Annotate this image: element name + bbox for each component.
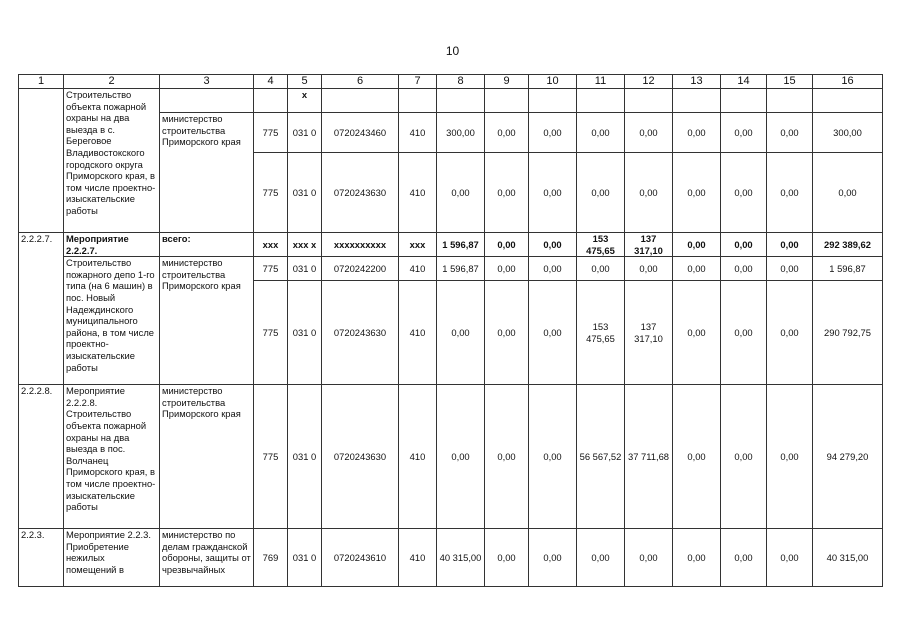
measure-title: Мероприятие 2.2.2.8. [66, 385, 125, 408]
measure-title: Мероприятие 2.2.3. [66, 529, 151, 541]
table-row [19, 385, 883, 529]
cell: 1 596,87 [437, 257, 485, 281]
cell: 0720243610 [322, 529, 399, 587]
cell: 410 [399, 257, 437, 281]
code-cell [19, 89, 64, 233]
executor-cell [160, 89, 254, 113]
code-cell: 2.2.2.8. [19, 385, 64, 529]
header-cell: 6 [322, 75, 399, 89]
cell: 0,00 [529, 233, 577, 257]
cell: 410 [399, 153, 437, 233]
cell [437, 89, 485, 113]
header-cell: 7 [399, 75, 437, 89]
code-cell: 2.2.2.7. [19, 233, 64, 385]
cell: 775 [254, 113, 288, 153]
cell: 031 0 [288, 153, 322, 233]
cell: 137 317,10 [625, 233, 673, 257]
executor-cell: министерство строительства Приморского края [160, 385, 254, 529]
header-cell: 9 [485, 75, 529, 89]
cell: 410 [399, 281, 437, 385]
cell: 031 0 [288, 529, 322, 587]
cell [322, 89, 399, 113]
header-cell: 11 [577, 75, 625, 89]
header-cell: 1 [19, 75, 64, 89]
header-cell: 3 [160, 75, 254, 89]
cell: 0,00 [721, 153, 767, 233]
cell: 0,00 [485, 385, 529, 529]
cell: 0,00 [577, 153, 625, 233]
cell: 0,00 [577, 257, 625, 281]
cell: 300,00 [813, 113, 883, 153]
header-cell: 15 [767, 75, 813, 89]
cell [721, 89, 767, 113]
description-cell: Строительство объекта пожарной охраны на два выезда в с. Береговое Владивостокского городского округа Приморского края, в том числе проектно-изыскательские работы [64, 89, 160, 233]
header-cell: 12 [625, 75, 673, 89]
cell: 0720243630 [322, 153, 399, 233]
header-row [19, 75, 883, 89]
cell: ххх х [288, 233, 322, 257]
header-cell: 5 [288, 75, 322, 89]
cell: 300,00 [437, 113, 485, 153]
cell: 775 [254, 153, 288, 233]
cell: 0,00 [813, 153, 883, 233]
header-cell: 8 [437, 75, 485, 89]
cell: 0,00 [767, 153, 813, 233]
cell [625, 89, 673, 113]
cell: 0,00 [485, 529, 529, 587]
measure-description: Приобретение нежилых помещений в [66, 540, 129, 575]
cell: 031 0 [288, 281, 322, 385]
cell: 0,00 [625, 529, 673, 587]
cell: х [288, 89, 322, 113]
cell: 0,00 [673, 153, 721, 233]
cell: 0,00 [529, 257, 577, 281]
cell: 40 315,00 [813, 529, 883, 587]
header-cell: 4 [254, 75, 288, 89]
total-label: всего: [160, 233, 254, 257]
cell: 0,00 [485, 153, 529, 233]
cell: 0,00 [767, 233, 813, 257]
header-cell: 2 [64, 75, 160, 89]
header-cell: 14 [721, 75, 767, 89]
cell: 292 389,62 [813, 233, 883, 257]
cell: 137 317,10 [625, 281, 673, 385]
budget-table [18, 74, 883, 587]
cell: 0720242200 [322, 257, 399, 281]
cell: 410 [399, 529, 437, 587]
cell: 1 596,87 [437, 233, 485, 257]
code-cell: 2.2.3. [19, 529, 64, 587]
executor-cell: министерство строительства Приморского края [160, 113, 254, 233]
cell: 0,00 [529, 529, 577, 587]
cell [577, 89, 625, 113]
cell: 0,00 [485, 233, 529, 257]
table-row [19, 257, 883, 281]
cell: 0,00 [529, 281, 577, 385]
cell: 031 0 [288, 257, 322, 281]
cell: 0,00 [529, 153, 577, 233]
table-row-total [19, 233, 883, 257]
cell: 0,00 [673, 529, 721, 587]
cell [254, 89, 288, 113]
cell: 031 0 [288, 113, 322, 153]
cell: 0,00 [721, 113, 767, 153]
executor-cell: министерство по делам гражданской обороны, защиты от чрезвычайных [160, 529, 254, 587]
cell: 031 0 [288, 385, 322, 529]
cell: 0,00 [721, 233, 767, 257]
cell: 56 567,52 [577, 385, 625, 529]
cell: 0,00 [437, 281, 485, 385]
cell: 0,00 [673, 233, 721, 257]
cell: ххх [254, 233, 288, 257]
description-cell [64, 529, 160, 587]
cell: 37 711,68 [625, 385, 673, 529]
measure-title: Мероприятие 2.2.2.7. [64, 233, 160, 257]
description-cell [64, 385, 160, 529]
cell: 0,00 [673, 113, 721, 153]
cell: 0720243630 [322, 385, 399, 529]
cell: 0,00 [767, 113, 813, 153]
cell: 0,00 [485, 281, 529, 385]
cell: 0,00 [721, 385, 767, 529]
cell: 0,00 [721, 281, 767, 385]
cell: 0720243630 [322, 281, 399, 385]
cell: 0,00 [767, 385, 813, 529]
cell: 0,00 [673, 257, 721, 281]
cell: 410 [399, 113, 437, 153]
cell: 0,00 [767, 281, 813, 385]
table-row [19, 89, 883, 113]
cell: 0,00 [529, 113, 577, 153]
cell: ххх [399, 233, 437, 257]
cell: 290 792,75 [813, 281, 883, 385]
cell [529, 89, 577, 113]
executor-cell: министерство строительства Приморского края [160, 257, 254, 385]
cell: 0,00 [485, 113, 529, 153]
cell: 1 596,87 [813, 257, 883, 281]
header-cell: 16 [813, 75, 883, 89]
cell [813, 89, 883, 113]
cell: 0,00 [767, 529, 813, 587]
cell: 153 475,65 [577, 233, 625, 257]
cell: 0,00 [625, 153, 673, 233]
cell: 769 [254, 529, 288, 587]
table-row [19, 529, 883, 587]
cell: 0720243460 [322, 113, 399, 153]
cell: 94 279,20 [813, 385, 883, 529]
measure-description: Строительство объекта пожарной охраны на два выезда в пос. Волчанец Приморского края, в том числе проектно-изыскательские работы [66, 408, 156, 513]
description-cell: Строительство пожарного депо 1-го типа (на 6 машин) в пос. Новый Надеждинского муниципального района, в том числе проектно-изыскательские работы [64, 257, 160, 385]
cell: 0,00 [437, 385, 485, 529]
cell: 153 475,65 [577, 281, 625, 385]
header-cell: 10 [529, 75, 577, 89]
cell: 410 [399, 385, 437, 529]
cell: 0,00 [485, 257, 529, 281]
cell [399, 89, 437, 113]
cell: хххххххххх [322, 233, 399, 257]
cell: 775 [254, 281, 288, 385]
cell: 0,00 [625, 257, 673, 281]
page-number: 10 [445, 44, 460, 58]
cell [673, 89, 721, 113]
cell: 0,00 [721, 529, 767, 587]
cell [767, 89, 813, 113]
cell: 0,00 [577, 529, 625, 587]
header-cell: 13 [673, 75, 721, 89]
cell: 0,00 [767, 257, 813, 281]
cell: 775 [254, 257, 288, 281]
cell: 775 [254, 385, 288, 529]
cell: 0,00 [673, 385, 721, 529]
cell [485, 89, 529, 113]
cell: 0,00 [721, 257, 767, 281]
cell: 0,00 [437, 153, 485, 233]
cell: 0,00 [529, 385, 577, 529]
cell: 40 315,00 [437, 529, 485, 587]
cell: 0,00 [577, 113, 625, 153]
cell: 0,00 [625, 113, 673, 153]
cell: 0,00 [673, 281, 721, 385]
